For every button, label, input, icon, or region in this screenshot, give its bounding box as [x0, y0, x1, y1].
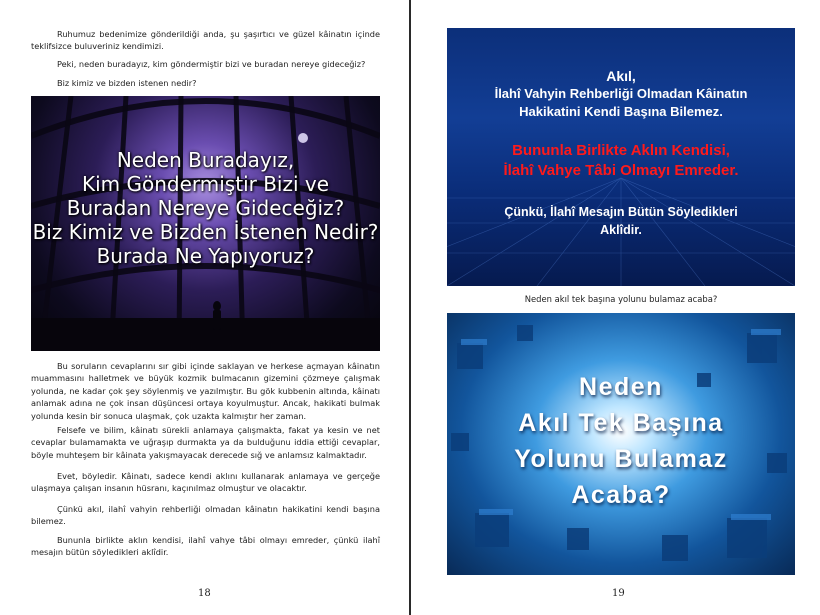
- paragraph-body-4: Çünkü akıl, ilahî vahyin rehberliği olmadan kâinatın hakikatini kendi başına bilemez.: [31, 504, 380, 527]
- slide-line-red-1: Bununla Birlikte Aklın Kendisi,: [512, 142, 730, 159]
- image-questions-text: [31, 148, 380, 268]
- image-line-2: Kim Göndermiştir Bizi ve: [81, 172, 330, 196]
- paragraph-intro-3: Biz kimiz ve bizden istenen nedir?: [57, 78, 197, 88]
- image-caption: Neden akıl tek başına yolunu bulamaz acaba?: [524, 294, 718, 304]
- slide-line-7: Aklîdir.: [600, 223, 642, 237]
- slide-line-6: Çünkü, İlahî Mesajın Bütün Söyledikleri: [504, 205, 738, 219]
- book-spine: [409, 0, 411, 615]
- question-line-1: Neden: [579, 373, 663, 401]
- slide-line-1: Akıl,: [606, 68, 636, 84]
- cubes-question-image: [447, 313, 795, 575]
- paragraph-body-1: Bu soruların cevaplarını sır gibi içinde saklayan ve herkese açmayan kâinatın muammasını halletmek ve büyük kozmik bulmacanın gizemini çözmeye çalışmak yolunda, ne kadar çok şey söylenmiş ve yazılmıştır. Bu gök kubbenin altında, kâinatı anlamak adına ne çok insan düşüncesi ortaya koyulmuştur. Ancak, hakikati bulmak yolunda kesin bir sonuca ulaşmak, çok uzakta kalmıştır her zaman.: [31, 361, 380, 421]
- right-page: [412, 0, 820, 615]
- paragraph-intro-2: Peki, neden buradayız, kim göndermiştir bizi ve buradan nereye gideceğiz?: [57, 59, 366, 69]
- cosmic-dome-image: [31, 96, 380, 351]
- slide-line-3: Hakikatini Kendi Başına Bilemez.: [519, 104, 723, 119]
- image-line-4: Biz Kimiz ve Bizden İstenen Nedir?: [32, 220, 379, 244]
- slide-line-2: İlahî Vahyin Rehberliği Olmadan Kâinatın: [494, 86, 748, 101]
- paragraph-intro-1: Ruhumuz bedenimize gönderildiği anda, şu şaşırtıcı ve güzel kâinatın içinde teklifsizce buluveriniz kendimizi.: [31, 29, 380, 52]
- question-line-3: Yolunu Bulamaz: [514, 445, 728, 473]
- image-line-5: Burada Ne Yapıyoruz?: [96, 244, 315, 268]
- image-line-3: Buradan Nereye Gideceğiz?: [66, 196, 345, 220]
- paragraph-body-5: Bununla birlikte aklın kendisi, ilahî vahye tâbi olmayı emreder, çünkü ilahî mesajın bütün söyledikleri aklîdir.: [31, 535, 380, 558]
- question-line-2: Akıl Tek Başına: [518, 409, 724, 437]
- page-number-left: 18: [198, 588, 211, 599]
- page-number-right: 19: [612, 588, 625, 599]
- paragraph-body-2: Felsefe ve bilim, kâinatı sürekli anlamaya çalışmakta, fakat ya kesin ve net cevaplar bulamamakta ve uğraşıp durmakta ya da bulduğunu iddia ettiği cevaplar, böyle muhteşem bir kâinata yakışmayacak derecede sığ ve anlamsız kalmaktadır.: [31, 425, 380, 460]
- image-line-1: Neden Buradayız,: [116, 148, 295, 172]
- reason-revelation-slide: [447, 28, 795, 286]
- slide-line-red-2: İlahî Vahye Tâbi Olmayı Emreder.: [503, 162, 739, 179]
- paragraph-body-3: Evet, böyledir. Kâinatı, sadece kendi aklını kullanarak anlamaya ve gerçeğe ulaşmaya çalışan insanın hüsranı, kaçınılmaz olmuştur ve olacaktır.: [31, 471, 380, 494]
- question-line-4: Acaba?: [571, 481, 671, 509]
